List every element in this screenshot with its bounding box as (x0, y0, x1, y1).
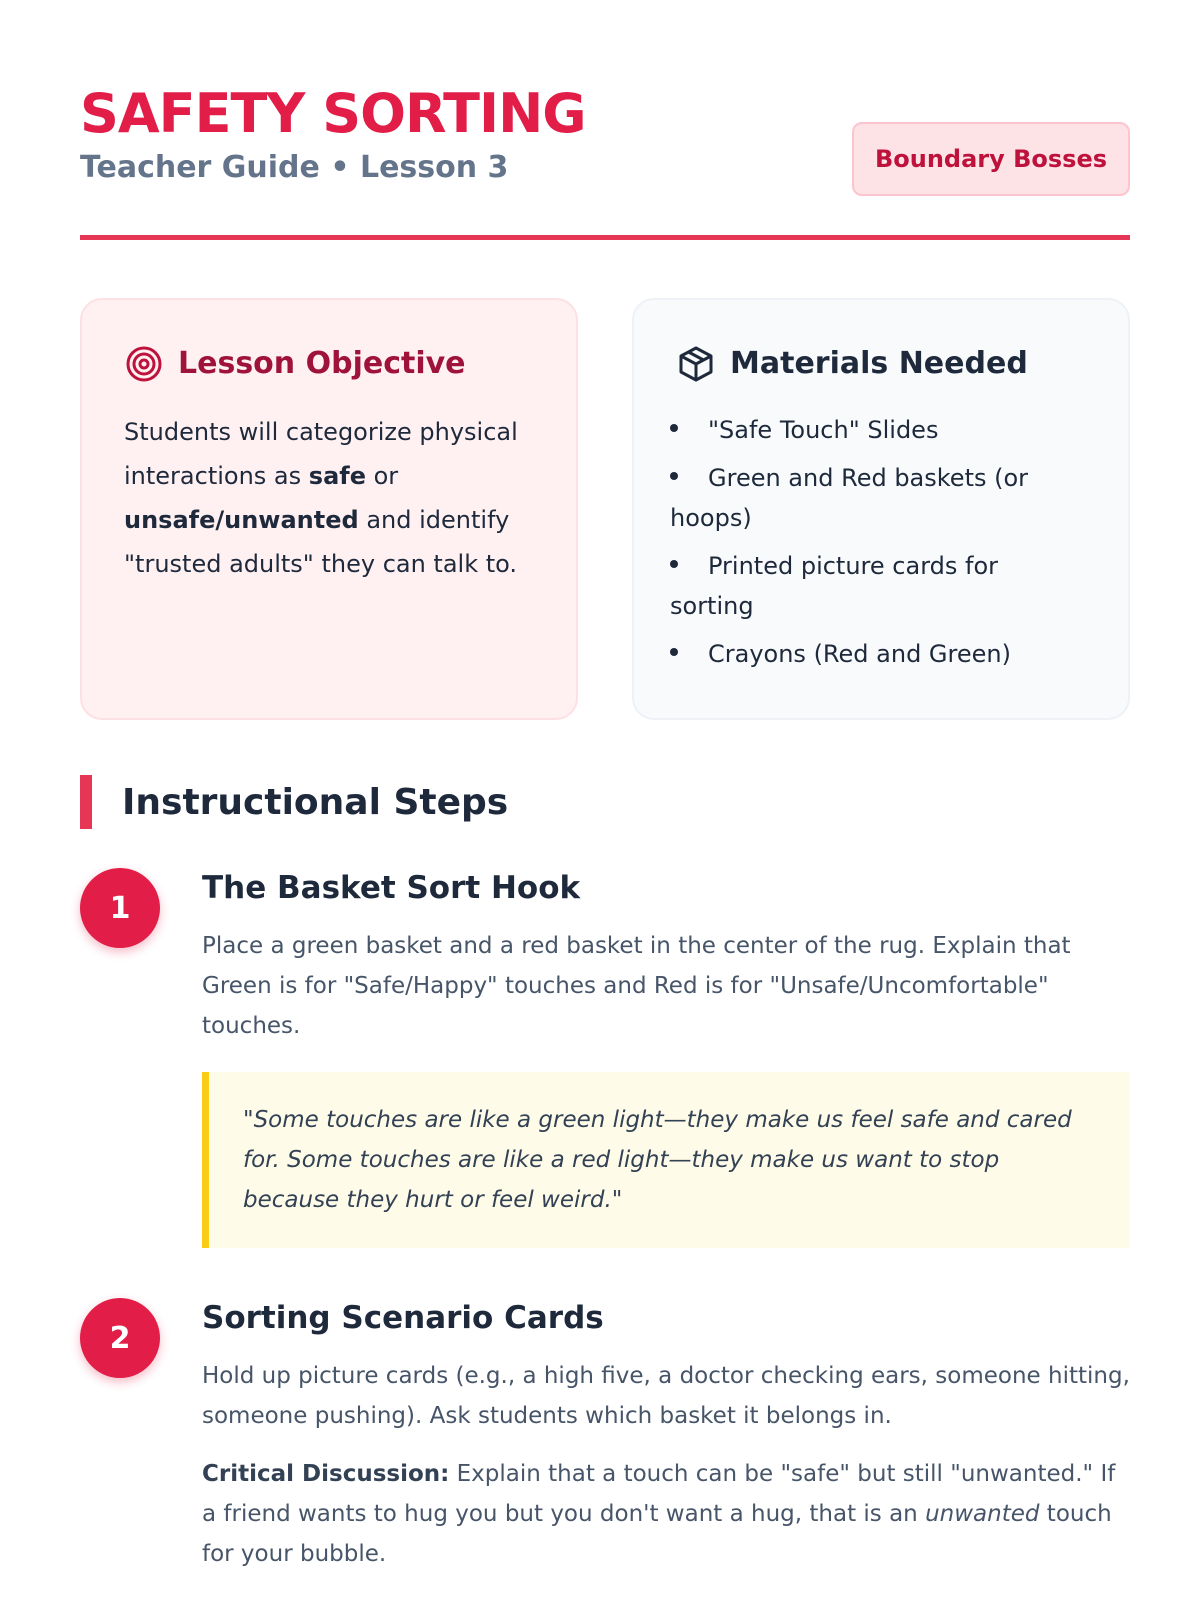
lesson-objective-card (80, 298, 578, 720)
objective-safe-term: safe (308, 462, 366, 490)
header-divider (80, 235, 1130, 240)
discussion-emphasis: unwanted (925, 1501, 1040, 1527)
critical-discussion: Critical Discussion: Explain that a touch can be "safe" but still "unwanted." If a friend wants to hug you but you don't want a hug, that is an unwanted touch for your bubble. (202, 1461, 1116, 1567)
materials-item: Green and Red baskets (or hoops) (670, 464, 1029, 532)
step-number-badge: 1 (80, 868, 160, 948)
step-number-badge: 2 (80, 1298, 160, 1378)
box-icon (676, 344, 716, 384)
materials-card (632, 298, 1130, 720)
bullet-icon (670, 648, 678, 656)
unit-badge: Boundary Bosses (852, 122, 1130, 196)
step-title: Sorting Scenario Cards (202, 1300, 604, 1336)
instructional-steps-heading (80, 775, 508, 829)
bullet-icon (670, 560, 678, 568)
step-body (202, 868, 1130, 1248)
step-title: The Basket Sort Hook (202, 870, 581, 906)
objective-title: Lesson Objective (178, 346, 466, 381)
page-title: SAFETY SORTING (80, 82, 586, 145)
step-body (202, 1298, 1130, 1574)
materials-header (676, 344, 1086, 384)
bullet-icon (670, 424, 678, 432)
step-text: Hold up picture cards (e.g., a high five, a doctor checking ears, someone hitting, someone pushing). Ask students which basket it belongs in. (202, 1363, 1130, 1429)
section-accent-bar (80, 775, 92, 829)
page-header (80, 80, 1130, 240)
materials-title: Materials Needed (730, 346, 1028, 381)
discussion-label: Critical Discussion: (202, 1461, 450, 1487)
page-subtitle: Teacher Guide • Lesson 3 (80, 150, 509, 185)
objective-text: Students will categorize physical interactions as safe or unsafe/unwanted and identify "trusted adults" they can talk to. (124, 418, 518, 578)
step-text: Place a green basket and a red basket in the center of the rug. Explain that Green is for "Safe/Happy" touches and Red is for "Unsafe/Uncomfortable" touches. (202, 933, 1071, 1039)
bullet-icon (670, 472, 678, 480)
objective-unsafe-term: unsafe/unwanted (124, 506, 359, 534)
materials-item: "Safe Touch" Slides (670, 410, 1086, 450)
materials-item: Crayons (Red and Green) (670, 634, 1086, 674)
materials-list (670, 410, 1086, 674)
objective-header (124, 344, 534, 384)
section-title: Instructional Steps (122, 781, 509, 823)
materials-item: Printed picture cards for sorting (670, 552, 999, 620)
quote-text: "Some touches are like a green light—they make us feel safe and cared for. Some touches are like a red light—they make us want to stop because they hurt or feel weird." (243, 1107, 1072, 1213)
teacher-script-quote (202, 1072, 1130, 1248)
target-icon (124, 344, 164, 384)
